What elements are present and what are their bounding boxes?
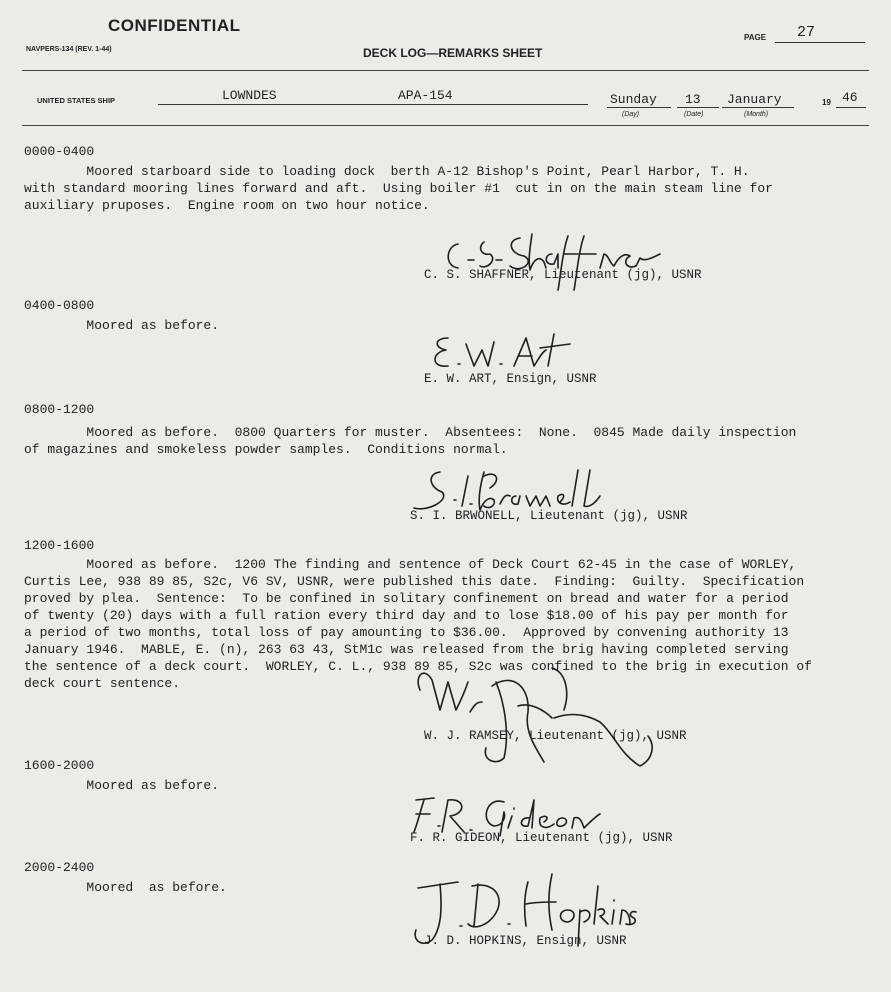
signature-line: J. D. HOPKINS, Ensign, USNR [424,934,627,948]
signature-shaffner [440,232,680,292]
date-caption: (Date) [684,111,704,118]
day-caption: (Day) [622,111,640,118]
sheet-title: DECK LOG—REMARKS SHEET [363,46,543,60]
month-line [722,107,794,108]
date-value: 13 [685,92,701,107]
ship-name: LOWNDES [222,88,277,103]
signature-line: E. W. ART, Ensign, USNR [424,372,597,386]
page-label: PAGE [744,33,767,42]
page-number: 27 [797,24,816,41]
date-line [677,107,719,108]
hull-number: APA-154 [398,88,453,103]
day-value: Sunday [610,92,657,107]
watch-remarks: Moored as before. [24,778,220,793]
watch-remarks: Moored starboard side to loading dock berth A-12 Bishop's Point, Pearl Harbor, T. H. with standard mooring lines forward and aft. Using boiler #1 cut in on the main steam line for auxiliary pruposes. Engine room on two hour notice. [24,164,773,213]
day-line [607,107,671,108]
watch-remarks: Moored as before. [24,880,227,895]
year-line [836,107,866,108]
watch-remarks: Moored as before. 0800 Quarters for muster. Absentees: None. 0845 Made daily inspection of magazines and smokeless powder samples. Conditions normal. [24,425,797,457]
form-number: NAVPERS-134 (REV. 1-44) [26,46,112,53]
classification-label: CONFIDENTIAL [108,16,241,35]
watch-period: 1600-2000 [24,758,95,773]
signature-line: C. S. SHAFFNER, Lieutenant (jg), USNR [424,268,702,282]
signature-line: S. I. BRWONELL, Lieutenant (jg), USNR [410,509,688,523]
signature-ramsey [400,662,680,772]
signature-gideon [404,792,604,836]
ship-label: UNITED STATES SHIP [37,96,116,105]
month-value: January [727,92,782,107]
signature-line: F. R. GIDEON, Lieutenant (jg), USNR [410,831,673,845]
year-prefix: 19 [822,98,831,107]
ship-line-rule [22,125,869,126]
watch-period: 2000-2400 [24,860,95,875]
year-value: 46 [842,90,858,105]
month-caption: (Month) [744,111,769,118]
watch-period: 1200-1600 [24,538,95,553]
watch-period: 0400-0800 [24,298,95,313]
watch-period: 0000-0400 [24,144,95,159]
watch-period: 0800-1200 [24,402,95,417]
watch-remarks: Moored as before. [24,318,220,333]
page-number-line [775,42,865,43]
watch-remarks: Moored as before. 1200 The finding and sentence of Deck Court 62-45 in the case of WORLEY, Curtis Lee, 938 89 85, S2c, V6 SV, USNR, were published this date. Finding: Guilty. Specification proved by plea. Sentence: To be confined in solitary confinement on bread and water for a period of twenty (20) days with a full ration every third day and to lose $18.00 of his pay per month for a period of two months, total loss of pay amounting to $36.00. Approved by convening authority 13 January 1946. MABLE, E. (n), 263 63 43, StM1c was released from the brig having completed serving the sentence of a deck court. WORLEY, C. L., 938 89 85, S2c was confined to the brig in execution of deck court sentence. [24,557,812,691]
signature-line: W. J. RAMSEY, Lieutenant (jg), USNR [424,729,687,743]
header-rule [22,70,869,71]
ship-name-line [158,104,588,105]
signature-art [426,330,586,378]
